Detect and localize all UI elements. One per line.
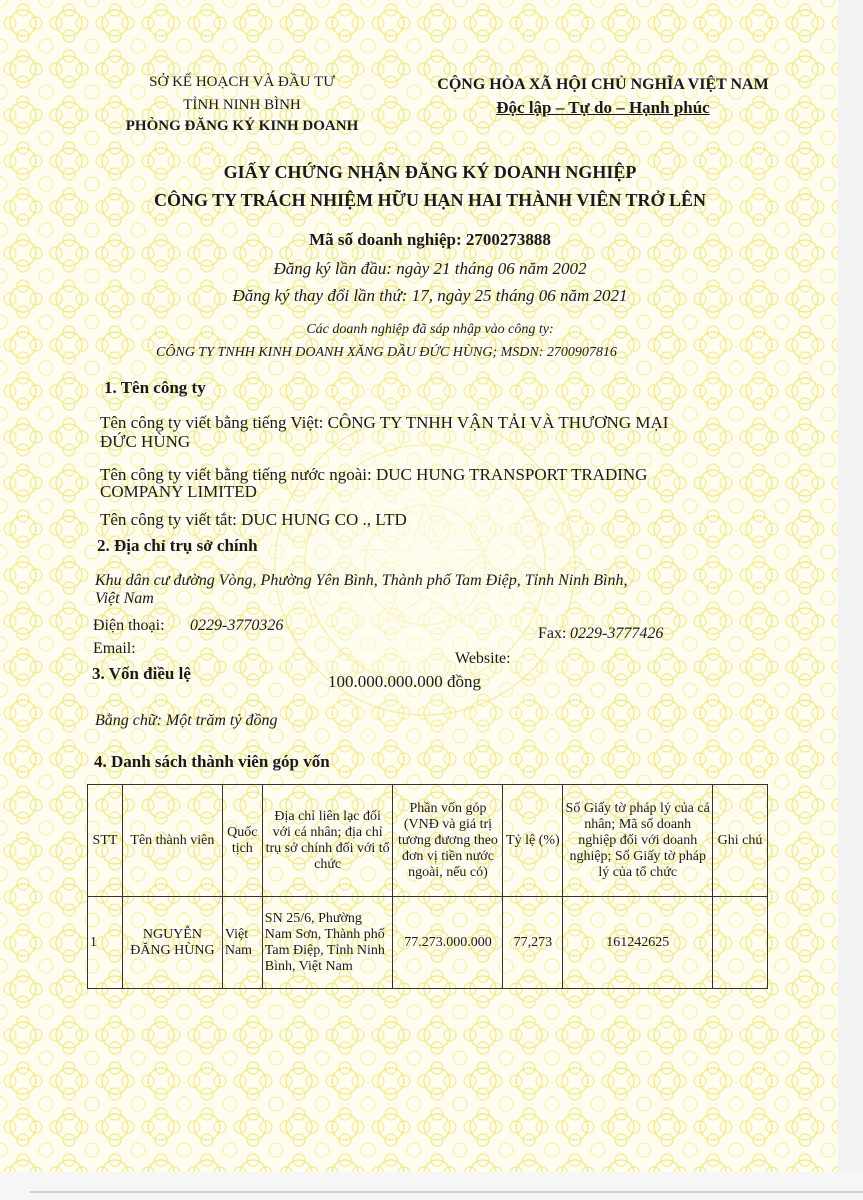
table-row [88, 897, 768, 989]
member-name: NGUYỄN ĐĂNG HÙNG [122, 897, 222, 989]
head-office-address-cont: Việt Nam [95, 590, 154, 607]
phone-label: Điện thoại: [93, 617, 165, 634]
website-label: Website: [455, 650, 511, 667]
column-header: Tỷ lệ (%) [503, 785, 563, 897]
merged-company: CÔNG TY TNHH KINH DOANH XĂNG DẦU ĐỨC HÙNG; MSDN: 2700907816 [156, 345, 617, 360]
national-title: CỘNG HÒA XÃ HỘI CHỦ NGHĨA VIỆT NAM [437, 76, 769, 93]
charter-capital: 100.000.000.000 đồng [328, 672, 481, 691]
member-stt: 1 [88, 897, 123, 989]
members-table [87, 784, 768, 989]
national-motto: Độc lập – Tự do – Hạnh phúc [496, 98, 710, 117]
section-address-heading: 2. Địa chỉ trụ sở chính [97, 536, 258, 555]
company-short-name: Tên công ty viết tắt: DUC HUNG CO ., LTD [100, 510, 407, 529]
next-page-edge [0, 1172, 863, 1200]
column-header: Phần vốn góp (VNĐ và giá trị tương đương theo đơn vị tiền nước ngoài, nếu có) [393, 785, 503, 897]
email-label: Email: [93, 640, 136, 657]
column-header: Quốc tịch [222, 785, 262, 897]
member-legal-doc: 161242625 [563, 897, 713, 989]
merged-companies-label: Các doanh nghiệp đã sáp nhập vào công ty: [306, 322, 554, 337]
member-capital: 77.273.000.000 [393, 897, 503, 989]
section-capital-heading: 3. Vốn điều lệ [92, 664, 191, 683]
phone-value: 0229-3770326 [190, 617, 284, 634]
section-company-name-heading: 1. Tên công ty [104, 378, 206, 397]
first-registration-date: Đăng ký lần đầu: ngày 21 tháng 06 năm 2002 [273, 259, 587, 278]
company-name-vn: Tên công ty viết bằng tiếng Việt: CÔNG TY TNHH VẬN TẢI VÀ THƯƠNG MẠI [100, 413, 669, 432]
issuer-office: PHÒNG ĐĂNG KÝ KINH DOANH [125, 118, 359, 134]
member-nationality: Việt Nam [222, 897, 262, 989]
member-note [713, 897, 768, 989]
column-header: Tên thành viên [122, 785, 222, 897]
member-address: SN 25/6, Phường Nam Sơn, Thành phố Tam Điệp, Tỉnh Ninh Bình, Việt Nam [262, 897, 393, 989]
table-header-row [88, 785, 768, 897]
enterprise-code: Mã số doanh nghiệp: 2700273888 [309, 230, 551, 249]
section-members-heading: 4. Danh sách thành viên góp vốn [94, 752, 330, 771]
company-name-foreign-cont: COMPANY LIMITED [100, 482, 257, 501]
issuer-department: SỞ KẾ HOẠCH VÀ ĐẦU TƯ [149, 74, 335, 90]
issuer-province: TỈNH NINH BÌNH [183, 97, 301, 113]
member-ratio: 77,273 [503, 897, 563, 989]
fax-value: 0229-3777426 [570, 625, 664, 642]
change-registration-info: Đăng ký thay đổi lần thứ: 17, ngày 25 tháng 06 năm 2021 [232, 286, 628, 305]
column-header: STT [88, 785, 123, 897]
column-header: Ghi chú [713, 785, 768, 897]
company-name-foreign: Tên công ty viết bằng tiếng nước ngoài: DUC HUNG TRANSPORT TRADING [100, 465, 648, 484]
document-title: GIẤY CHỨNG NHẬN ĐĂNG KÝ DOANH NGHIỆP [223, 162, 637, 182]
company-type: CÔNG TY TRÁCH NHIỆM HỮU HẠN HAI THÀNH VIÊN TRỞ LÊN [153, 190, 707, 210]
scan-margin [838, 0, 863, 1200]
fax-label: Fax: [538, 625, 567, 642]
column-header: Địa chỉ liên lạc đối với cá nhân; địa chỉ trụ sở chính đối với tổ chức [262, 785, 393, 897]
head-office-address: Khu dân cư đường Vòng, Phường Yên Bình, Thành phố Tam Điệp, Tỉnh Ninh Bình, [95, 572, 628, 589]
company-name-vn-cont: ĐỨC HÙNG [100, 432, 191, 451]
charter-capital-words: Bằng chữ: Một trăm tỷ đồng [95, 712, 278, 729]
column-header: Số Giấy tờ pháp lý của cá nhân; Mã số doanh nghiệp đối với doanh nghiệp; Số Giấy tờ pháp lý của tổ chức [563, 785, 713, 897]
